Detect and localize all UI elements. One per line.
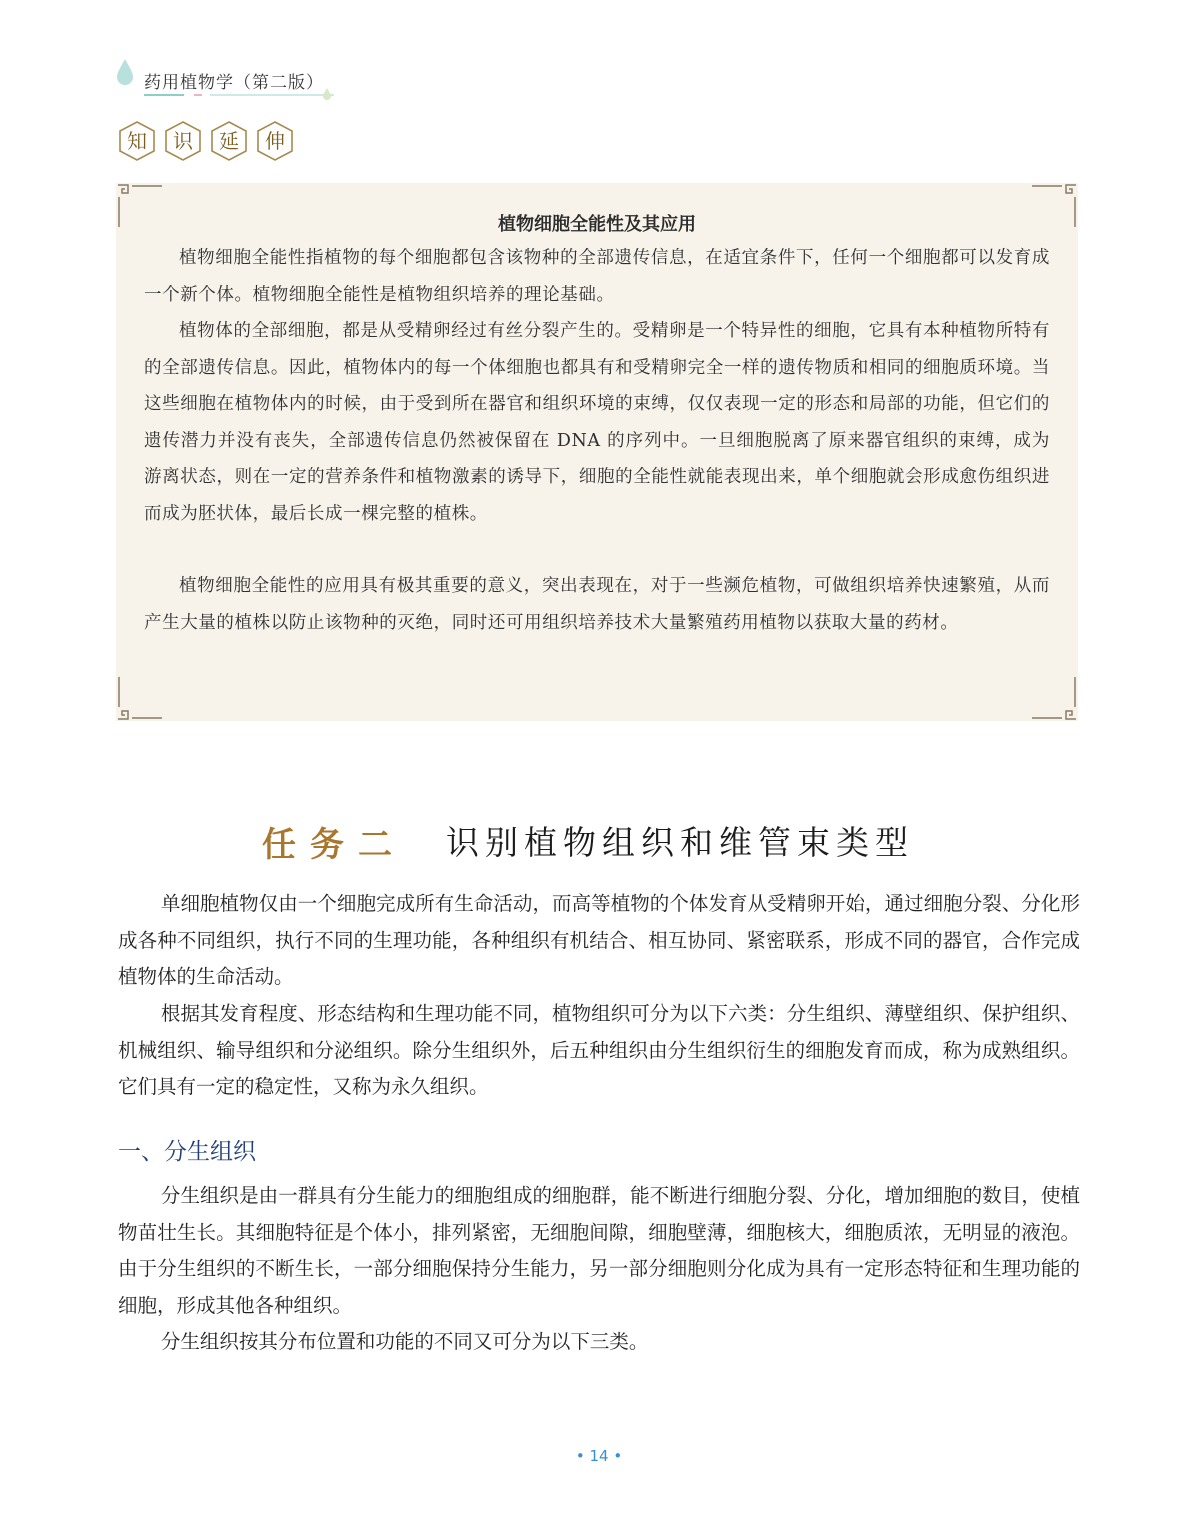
badge-shi: [162, 120, 204, 162]
section-heading: [0, 815, 1198, 865]
water-drop-icon: [116, 58, 134, 86]
dot-icon: •: [575, 1447, 590, 1465]
body-paragraph: 分生组织按其分布位置和功能的不同又可分为以下三类。: [160, 1330, 649, 1353]
task-title: 识别植物组织和维管束类型: [446, 823, 914, 862]
badge-char: 延: [219, 129, 239, 153]
knowledge-box: [116, 183, 1078, 721]
body-paragraph: 分生组织是由一群具有分生能力的细胞组成的细胞群，能不断进行细胞分裂、分化，增加细胞的数目，使植物苗壮生长。其细胞特征是个体小，排列紧密，无细胞间隙，细胞壁薄，细胞核大，细胞质浓，无明显的液泡。由于分生组织的不断生长，一部分细胞保持分生能力，另一部分细胞则分化成为具有一定形态特征和生理功能的细胞，形成其他各种组织。: [118, 1184, 1080, 1317]
badge-shen: [254, 120, 296, 162]
small-drop-icon: [323, 88, 331, 100]
book-title: 药用植物学（第二版）: [144, 73, 324, 93]
header-rule: [144, 94, 334, 96]
corner-ornament-icon: [1030, 673, 1078, 721]
badge-char: 伸: [265, 129, 285, 153]
body-paragraph: 单细胞植物仅由一个细胞完成所有生命活动，而高等植物的个体发育从受精卵开始，通过细胞分裂、分化形成各种不同组织，执行不同的生理功能，各种组织有机结合、相互协同、紧密联系，形成不同的器官，合作完成植物体的生命活动。: [118, 892, 1080, 988]
badge-char: 知: [127, 129, 147, 153]
knowledge-paragraph: 植物细胞全能性指植物的每个细胞都包含该物种的全部遗传信息，在适宜条件下，任何一个细胞都可以发育成一个新个体。植物细胞全能性是植物组织培养的理论基础。: [144, 248, 1050, 305]
task-label: 任务二: [262, 825, 406, 865]
page-number: [0, 1447, 1198, 1465]
subheading: 一、分生组织: [118, 1139, 256, 1165]
running-header: [116, 58, 336, 102]
badge-zhi: [116, 120, 158, 162]
knowledge-paragraph: 植物细胞全能性的应用具有极其重要的意义，突出表现在，对于一些濒危植物，可做组织培养快速繁殖，从而产生大量的植株以防止该物种的灭绝，同时还可用组织培养技术大量繁殖药用植物以获取大量的药材。: [144, 576, 1050, 633]
page-number-text: 14: [589, 1447, 609, 1465]
knowledge-paragraph: 植物体的全部细胞，都是从受精卵经过有丝分裂产生的。受精卵是一个特异性的细胞，它具有本种植物所特有的全部遗传信息。因此，植物体内的每一个体细胞也都具有和受精卵完全一样的遗传物质和相同的细胞质环境。当这些细胞在植物体内的时候，由于受到所在器官和组织环境的束缚，仅仅表现一定的形态和局部的功能，但它们的遗传潜力并没有丧失，全部遗传信息仍然被保留在 DNA 的序列中。一旦细胞脱离了原来器官组织的束缚，成为游离状态，则在一定的营养条件和植物激素的诱导下，细胞的全能性就能表现出来，单个细胞就会形成愈伤组织进而成为胚状体，最后长成一棵完整的植株。: [144, 321, 1050, 524]
badge-char: 识: [173, 129, 193, 153]
body-paragraph: 根据其发育程度、形态结构和生理功能不同，植物组织可分为以下六类：分生组织、薄壁组织、保护组织、机械组织、输导组织和分泌组织。除分生组织外，后五种组织由分生组织衍生的细胞发育而成，称为成熟组织。它们具有一定的稳定性，又称为永久组织。: [118, 1002, 1080, 1098]
corner-ornament-icon: [116, 673, 164, 721]
dot-icon: •: [608, 1447, 623, 1465]
badge-yan: [208, 120, 250, 162]
knowledge-extension-badges: [116, 120, 316, 164]
knowledge-box-title: 植物细胞全能性及其应用: [498, 214, 696, 235]
